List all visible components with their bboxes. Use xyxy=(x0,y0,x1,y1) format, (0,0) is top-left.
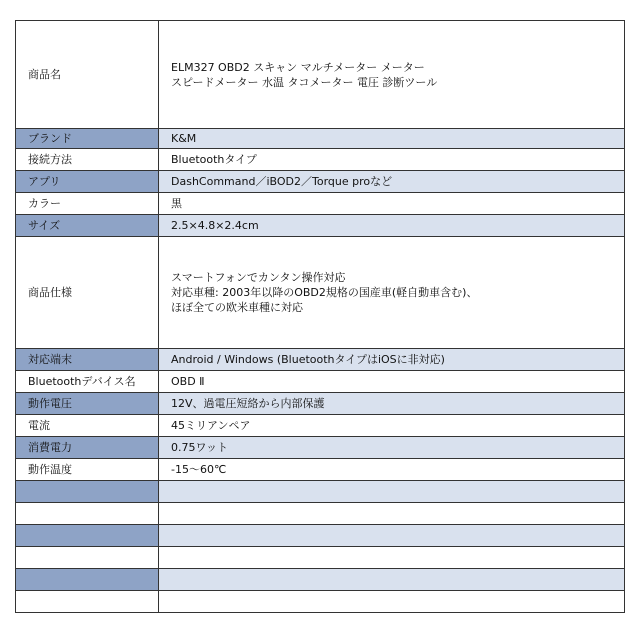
spec-value xyxy=(159,503,625,525)
spec-row xyxy=(16,193,625,215)
spec-row xyxy=(16,481,625,503)
spec-label: 商品名 xyxy=(16,21,159,129)
spec-value xyxy=(159,237,625,349)
spec-value-line: 黒 xyxy=(171,197,182,210)
spec-value-line: ほぼ全ての欧米車種に対応 xyxy=(171,301,303,314)
spec-value-line: スピードメーター 水温 タコメーター 電圧 診断ツール xyxy=(171,75,438,89)
spec-row xyxy=(16,393,625,415)
spec-value-line: ELM327 OBD2 スキャン マルチメーター メーター xyxy=(171,60,425,74)
spec-value-line: -15～60℃ xyxy=(171,463,227,476)
spec-row xyxy=(16,591,625,613)
spec-row xyxy=(16,215,625,237)
spec-value xyxy=(159,437,625,459)
spec-label: カラー xyxy=(16,193,159,215)
spec-value xyxy=(159,591,625,613)
spec-value xyxy=(159,129,625,149)
spec-value xyxy=(159,21,625,129)
spec-label xyxy=(16,569,159,591)
spec-value-line: K&M xyxy=(171,132,197,145)
spec-value xyxy=(159,349,625,371)
spec-label xyxy=(16,525,159,547)
product-spec-table xyxy=(15,20,625,613)
spec-value-line: 45ミリアンペア xyxy=(171,419,251,432)
spec-label: 電流 xyxy=(16,415,159,437)
spec-value xyxy=(159,149,625,171)
spec-value xyxy=(159,193,625,215)
spec-row xyxy=(16,371,625,393)
spec-value-line: スマートフォンでカンタン操作対応 xyxy=(171,271,346,284)
spec-row xyxy=(16,437,625,459)
spec-value xyxy=(159,171,625,193)
spec-value-line: 0.75ワット xyxy=(171,441,228,454)
spec-label: 接続方法 xyxy=(16,149,159,171)
spec-row xyxy=(16,349,625,371)
spec-row xyxy=(16,459,625,481)
spec-value xyxy=(159,393,625,415)
spec-label xyxy=(16,503,159,525)
spec-row xyxy=(16,21,625,129)
spec-value-line: Bluetoothタイプ xyxy=(171,153,257,166)
spec-label: アプリ xyxy=(16,171,159,193)
spec-row xyxy=(16,415,625,437)
spec-label: 対応端末 xyxy=(16,349,159,371)
spec-label: Bluetoothデバイス名 xyxy=(16,371,159,393)
spec-value-line: OBD Ⅱ xyxy=(171,375,205,388)
spec-row xyxy=(16,149,625,171)
spec-value xyxy=(159,215,625,237)
spec-label: 消費電力 xyxy=(16,437,159,459)
spec-value xyxy=(159,569,625,591)
spec-value xyxy=(159,481,625,503)
spec-value xyxy=(159,371,625,393)
spec-row xyxy=(16,129,625,149)
spec-label: 動作温度 xyxy=(16,459,159,481)
spec-label xyxy=(16,591,159,613)
spec-row xyxy=(16,171,625,193)
spec-label: ブランド xyxy=(16,129,159,149)
spec-label: サイズ xyxy=(16,215,159,237)
spec-value xyxy=(159,547,625,569)
spec-row xyxy=(16,547,625,569)
spec-label xyxy=(16,547,159,569)
spec-label: 商品仕様 xyxy=(16,237,159,349)
spec-value-line: Android / Windows (BluetoothタイプはiOSに非対応) xyxy=(171,353,445,366)
spec-value xyxy=(159,525,625,547)
spec-value-line: DashCommand／iBOD2／Torque proなど xyxy=(171,175,393,188)
spec-value-line: 12V、過電圧短絡から内部保護 xyxy=(171,397,325,410)
spec-value-line: 2.5×4.8×2.4cm xyxy=(171,219,259,232)
spec-row xyxy=(16,569,625,591)
spec-value xyxy=(159,415,625,437)
spec-label: 動作電圧 xyxy=(16,393,159,415)
spec-row xyxy=(16,237,625,349)
spec-label xyxy=(16,481,159,503)
spec-value-line: 対応車種: 2003年以降のOBD2規格の国産車(軽自動車含む)、 xyxy=(171,286,478,299)
spec-value xyxy=(159,459,625,481)
spec-row xyxy=(16,503,625,525)
spec-row xyxy=(16,525,625,547)
spec-table-body xyxy=(16,21,625,613)
